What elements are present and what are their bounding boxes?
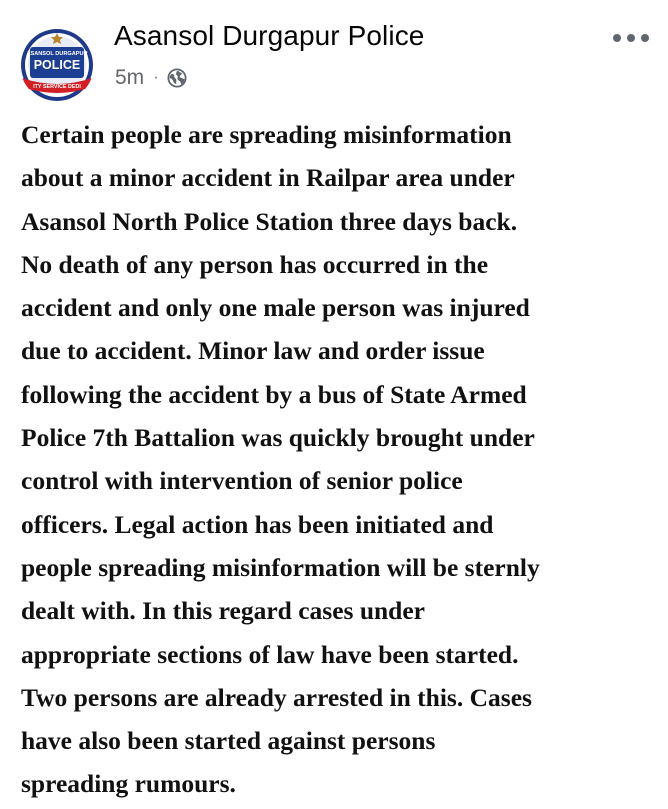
post-body-text xyxy=(21,113,661,806)
more-options-icon xyxy=(612,33,650,43)
more-options-button[interactable] xyxy=(606,28,656,48)
post-text-line: dealt with. In this regard cases under xyxy=(21,596,426,626)
post-text-line: Certain people are spreading misinformation xyxy=(21,120,512,149)
post-text-line: due to accident. Minor law and order issue xyxy=(21,336,485,366)
post-text-line: No death of any person has occurred in the xyxy=(21,249,489,279)
post-text-line: appropriate sections of law have been started. xyxy=(21,639,519,669)
meta-separator: · xyxy=(153,69,159,86)
post-timestamp[interactable]: 5m xyxy=(115,66,145,89)
post-header xyxy=(0,0,668,110)
post-text-line: Two persons are already arrested in this. Cases xyxy=(21,682,532,712)
post-meta xyxy=(115,66,187,90)
post-text-line: accident and only one male person was injured xyxy=(21,293,530,323)
post-text-line: officers. Legal action has been initiated and xyxy=(21,509,494,539)
globe-icon[interactable] xyxy=(167,68,187,88)
post-text-line: have also been started against persons xyxy=(21,726,436,756)
post-text-line: following the accident by a bus of State Armed xyxy=(21,379,527,409)
page-avatar[interactable] xyxy=(20,28,94,102)
police-logo-icon xyxy=(20,28,94,102)
avatar-ribbon-text: ITY SERVICE DEDI xyxy=(33,84,81,90)
post-text-line: about a minor accident in Railpar area under xyxy=(21,163,515,193)
post-text-line: control with intervention of senior police xyxy=(21,466,463,496)
post-text-line: Police 7th Battalion was quickly brought under xyxy=(21,423,535,453)
avatar-badge-main: POLICE xyxy=(33,58,81,72)
post-text-line: people spreading misinformation will be sternly xyxy=(21,552,540,582)
post-text-line: spreading rumours. xyxy=(21,769,236,799)
avatar-badge-top: ASANSOL DURGAPUR xyxy=(26,51,88,57)
post-text-line: Asansol North Police Station three days back. xyxy=(21,206,518,236)
page-name-link[interactable]: Asansol Durgapur Police xyxy=(114,20,425,51)
